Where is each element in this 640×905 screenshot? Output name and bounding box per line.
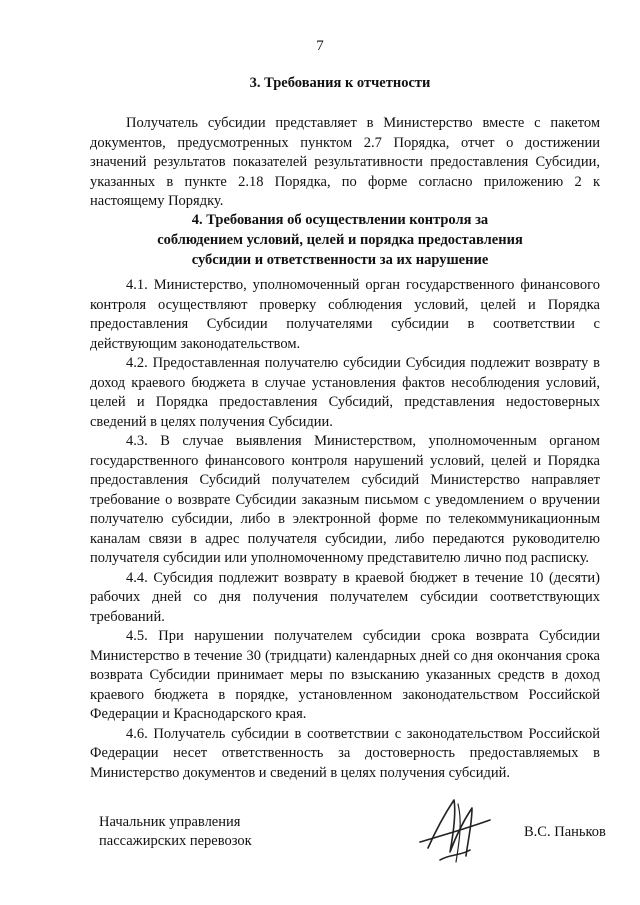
section-4-heading-line: субсидии и ответственности за их нарушение — [191, 252, 489, 268]
handwritten-signature — [410, 790, 500, 870]
signatory-position — [99, 813, 252, 851]
section-3-paragraph: Получатель субсидии представляет в Министерство вместе с пакетом документов, предусмотренных пунктом 2.7 Порядка, отчет о достижении значений результатов показателей результативности предоставления Субсидии, указанных в пункте 2.18 Порядка, по форме согласно приложению 2 к настоящему Порядку. — [90, 115, 600, 209]
section-4-heading — [90, 210, 590, 270]
position-line: пассажирских перевозок — [99, 833, 252, 849]
section-4-heading-line: соблюдением условий, целей и порядка предоставления — [157, 232, 523, 248]
clause-4-2: 4.2. Предоставленная получателю субсидии Субсидия подлежит возврату в доход краевого бюджета в случае установления фактов несоблюдения условий, целей и Порядка предоставления Субсидий, представления недостоверных сведений в целях получения Субсидии. — [90, 355, 600, 430]
clause-4-5: 4.5. При нарушении получателем субсидии срока возврата Субсидии Министерство в течение 30 (тридцати) календарных дней со дня окончания срока возврата Субсидии принимает меры по взысканию указанных средств в доход краевого бюджета в порядке, установленном законодательством Российской Федерации и Краснодарского края. — [90, 628, 600, 722]
clause-4-3: 4.3. В случае выявления Министерством, уполномоченным органом государственного финансового контроля нарушений условий, целей и Порядка предоставления Субсидий получателем субсидий Министерство направляет требование о возврате Субсидии заказным письмом с уведомлением о вручении получателю субсидии, либо в электронной форме по телекоммуникационным каналам связи в адрес получателя субсидии, либо передаются руководителю получателя субсидии или уполномоченному представителю лично под расписку. — [90, 433, 600, 566]
section-4-body — [90, 276, 600, 783]
section-4-heading-line: 4. Требования об осуществлении контроля за — [191, 212, 489, 228]
signatory-name: В.С. Паньков — [524, 824, 606, 840]
clause-4-1: 4.1. Министерство, уполномоченный орган государственного финансового контроля осуществляют проверку соблюдения условий, целей и Порядка предоставления Субсидии получателями субсидии в соответствии с действующим законодательством. — [90, 277, 600, 352]
clause-4-6: 4.6. Получатель субсидии в соответствии с законодательством Российской Федерации несет ответственность за достоверность предоставляемых в Министерство документов и сведений в целях получения субсидий. — [90, 725, 600, 781]
page-number: 7 — [316, 38, 324, 54]
section-3-heading: 3. Требования к отчетности — [249, 75, 431, 91]
position-line: Начальник управления — [99, 814, 241, 830]
section-3-body — [90, 114, 600, 212]
clause-4-4: 4.4. Субсидия подлежит возврату в краевой бюджет в течение 10 (десяти) рабочих дней со дня получения получателем субсидии соответствующих требований. — [90, 569, 600, 625]
